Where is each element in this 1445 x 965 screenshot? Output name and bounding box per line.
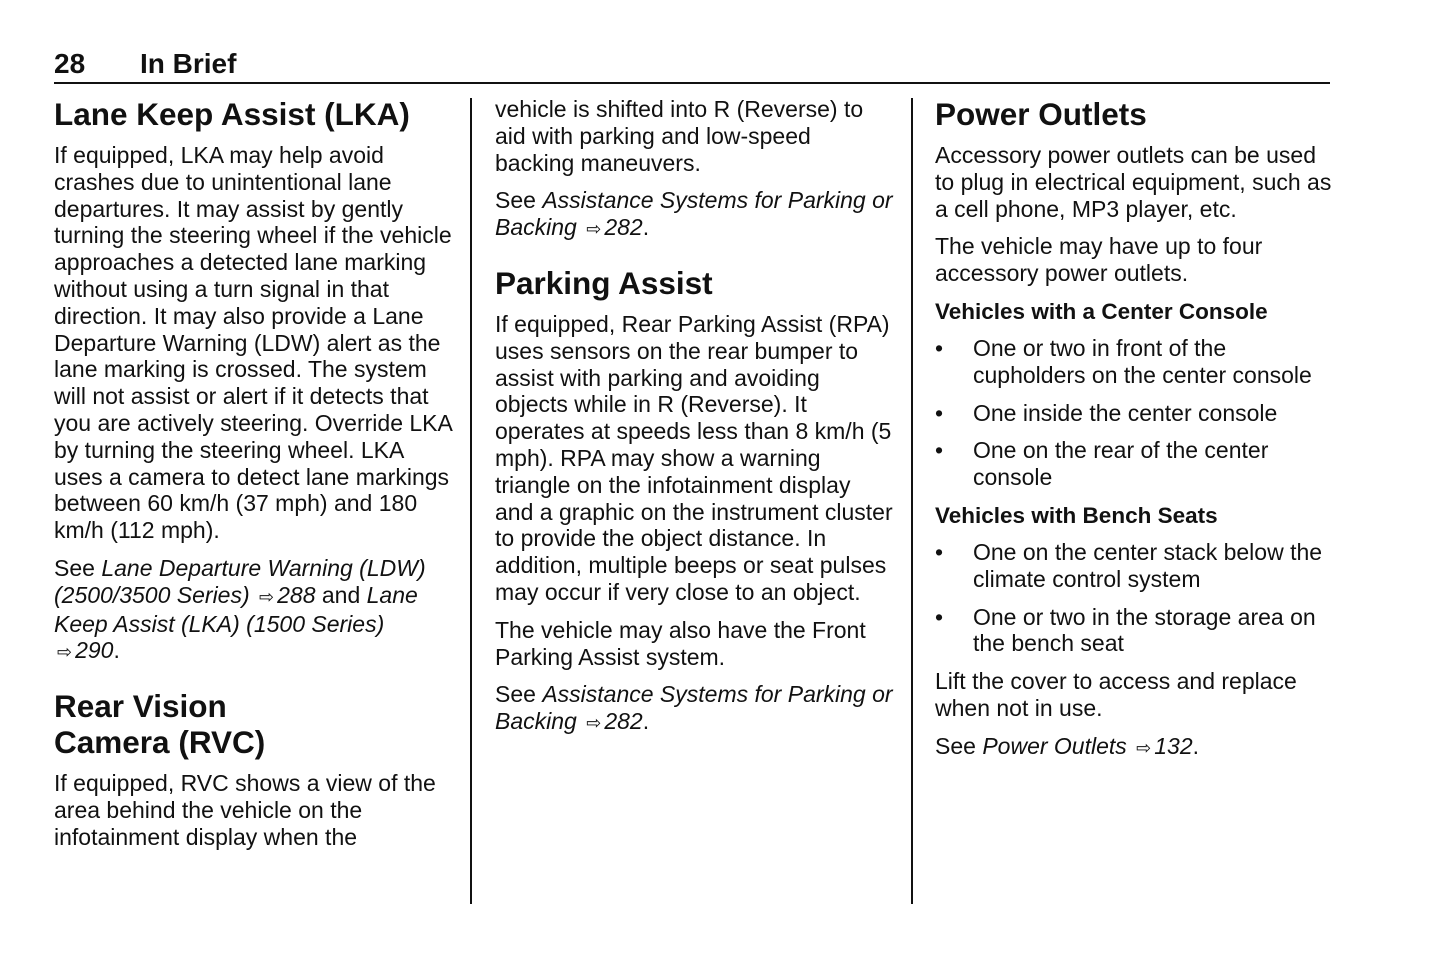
lka-ref-lka-link[interactable]: Lane Keep Assist (LKA) (1500 Series) [54, 581, 418, 637]
power-ref-link[interactable]: Power Outlets [982, 732, 1127, 759]
page-ref-arrow-icon: ⇨ [586, 219, 602, 240]
page-ref-arrow-icon: ⇨ [259, 586, 275, 607]
bullet-icon: • [935, 603, 944, 630]
list-item: • One on the center stack below the climate control system [935, 538, 1323, 592]
lka-ref-ldw-link[interactable]: Lane Departure Warning (LDW) (2500/3500 Series) [54, 554, 426, 608]
parking-assist-body2: The vehicle may also have the Front Parking Assist system. [495, 616, 866, 670]
power-see-also: See Power Outlets ⇨ 132. [935, 732, 1200, 759]
page-header [54, 46, 1330, 84]
list-item: • One on the rear of the center console [935, 437, 1269, 491]
list-item: • One or two in the storage area on the bench seat [935, 603, 1316, 657]
rvc-body-part2: vehicle is shifted into R (Reverse) to aid with parking and low-speed backing maneuvers. [495, 96, 864, 176]
lka-see-also: See Lane Departure Warning (LDW) (2500/3500 Series) ⇨ 288 and Lane Keep Assist (LKA) (1500 Series) ⇨ 290. [54, 554, 426, 664]
page-ref-arrow-icon: ⇨ [57, 642, 73, 663]
rvc-ref-page[interactable]: 282 [604, 214, 643, 241]
parking-assist-heading: Parking Assist [495, 264, 713, 301]
bullet-icon: • [935, 334, 944, 361]
parking-assist-body: If equipped, Rear Parking Assist (RPA) uses sensors on the rear bumper to assist with parking and avoiding objects while in R (Reverse). It operates at speeds less than 8 km/h (5 mph). RPA may show a warning triangle on the infotainment display and a graphic on the instrument cluster to provide the object distance. In addition, multiple beeps or seat pulses may occur if very close to an object. [495, 310, 893, 605]
power-outlets-heading: Power Outlets [935, 96, 1147, 132]
power-ref-page[interactable]: 132 [1154, 732, 1193, 759]
column-divider [911, 98, 913, 904]
lka-heading: Lane Keep Assist (LKA) [54, 96, 410, 132]
lka-body: If equipped, LKA may help avoid crashes due to unintentional lane departures. It may assist by gently turning the steering wheel if the vehicle approaches a detected lane marking without using a turn signal in that direction. It may also provide a Lane Departure Warning (LDW) alert as the lane marking is crossed. The system will not assist or alert if it detects that you are actively steering. Override LKA by turning the steering wheel. LKA uses a camera to detect lane markings between 60 km/h (37 mph) and 180 km/h (112 mph). [54, 142, 452, 544]
parking-ref-page[interactable]: 282 [604, 708, 643, 735]
lka-ref-ldw-page[interactable]: 288 [277, 581, 316, 608]
power-lift-cover: Lift the cover to access and replace when not in use. [935, 668, 1297, 721]
parking-see-also: See Assistance Systems for Parking or Backing ⇨ 282. [495, 681, 893, 735]
section-title: In Brief [140, 48, 237, 79]
page-ref-arrow-icon: ⇨ [586, 713, 602, 734]
bullet-icon: • [935, 399, 944, 426]
bullet-icon: • [935, 437, 944, 464]
parking-ref-link[interactable]: Assistance Systems for Parking or Backing [495, 681, 893, 735]
rvc-body-part1: If equipped, RVC shows a view of the area behind the vehicle on the infotainment display when the [54, 770, 436, 850]
page-number: 28 [54, 48, 86, 79]
bench-seats-list [935, 539, 1335, 657]
page-ref-arrow-icon: ⇨ [1136, 737, 1152, 758]
rvc-see-also: See Assistance Systems for Parking or Backing ⇨ 282. [495, 187, 893, 241]
power-intro2: The vehicle may have up to four accessory power outlets. [935, 233, 1263, 287]
rvc-heading: Rear Vision Camera (RVC) [54, 688, 266, 761]
bench-seats-subheading: Vehicles with Bench Seats [935, 502, 1218, 528]
list-item: • One or two in front of the cupholders on the center console [935, 334, 1312, 388]
lka-ref-lka-page[interactable]: 290 [75, 637, 114, 664]
list-item: • One inside the center console [935, 399, 1278, 426]
column-divider [470, 98, 472, 904]
power-intro: Accessory power outlets can be used to plug in electrical equipment, such as a cell phone, MP3 player, etc. [935, 142, 1332, 222]
center-console-list [935, 335, 1335, 491]
column-left [54, 96, 454, 862]
rvc-ref-link[interactable]: Assistance Systems for Parking or Backing [495, 187, 893, 241]
bullet-icon: • [935, 538, 944, 565]
center-console-subheading: Vehicles with a Center Console [935, 298, 1268, 324]
column-right [935, 96, 1335, 773]
column-middle [495, 96, 895, 748]
